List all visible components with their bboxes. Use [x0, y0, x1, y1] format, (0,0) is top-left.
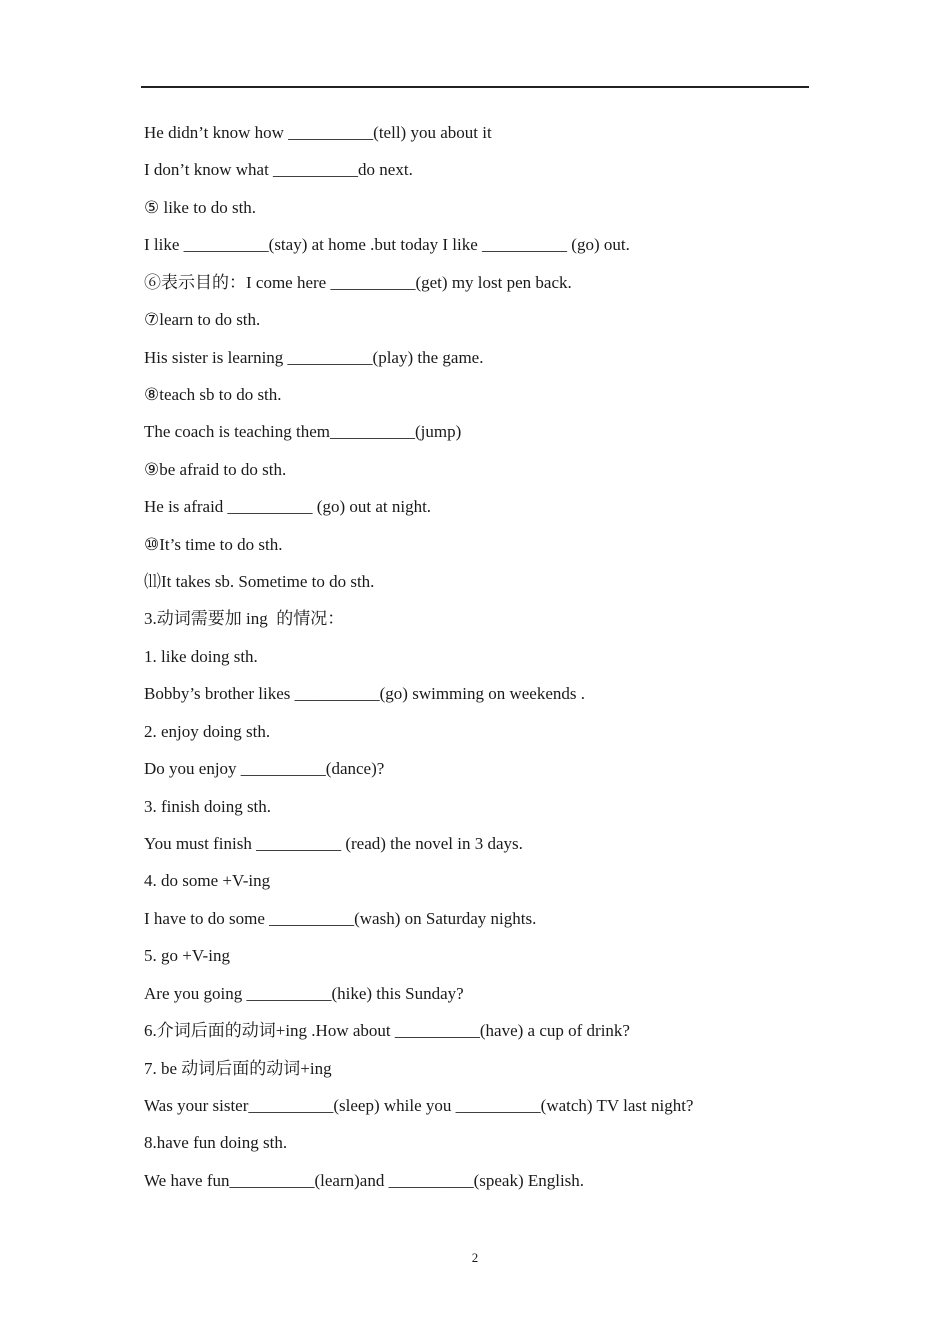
text-line: His sister is learning __________(play) the game. [144, 347, 484, 367]
text-line: ⑦learn to do sth. [144, 310, 261, 330]
page-number: 2 [471, 1250, 479, 1265]
text-line: The coach is teaching them__________(jump) [144, 422, 462, 442]
text-line: ⑥表示目的：I come here __________(get) my lost pen back. [144, 272, 572, 292]
text-line: ⑧teach sb to do sth. [144, 384, 282, 404]
section-heading: 3.动词需要加 ing 的情况： [144, 609, 345, 629]
document-body [144, 114, 824, 1199]
header-rule [141, 86, 809, 88]
text-line: 8.have fun doing sth. [144, 1133, 288, 1153]
text-line: 5. go +V-ing [144, 946, 230, 966]
text-line: Do you enjoy __________(dance)? [144, 759, 385, 779]
text-line: ⑤ like to do sth. [144, 197, 257, 217]
text-line: ⑩It’s time to do sth. [144, 534, 283, 554]
text-line: He is afraid __________ (go) out at night. [144, 497, 432, 517]
text-line: 7. be 动词后面的动词+ing [144, 1058, 332, 1078]
text-line: You must finish __________ (read) the novel in 3 days. [144, 834, 523, 854]
text-line: I don’t know what __________do next. [144, 160, 413, 180]
text-line: Are you going __________(hike) this Sunday? [144, 983, 464, 1003]
text-line: I have to do some __________(wash) on Saturday nights. [144, 908, 537, 928]
text-line: 4. do some +V-ing [144, 871, 271, 891]
text-line: 1. like doing sth. [144, 646, 258, 666]
text-line: He didn’t know how __________(tell) you about it [144, 123, 492, 142]
text-line: Was your sister__________(sleep) while you __________(watch) TV last night? [144, 1095, 694, 1115]
text-line: ⑾It takes sb. Sometime to do sth. [144, 572, 375, 592]
text-line: Bobby’s brother likes __________(go) swimming on weekends . [144, 684, 586, 704]
text-line: We have fun__________(learn)and __________(speak) English. [144, 1170, 585, 1190]
text-line: ⑨be afraid to do sth. [144, 459, 287, 479]
text-line: 3. finish doing sth. [144, 796, 272, 816]
text-line: 2. enjoy doing sth. [144, 721, 271, 741]
text-line: 6.介词后面的动词+ing .How about __________(have) a cup of drink? [144, 1021, 630, 1041]
text-line: I like __________(stay) at home .but today I like __________ (go) out. [144, 235, 630, 255]
